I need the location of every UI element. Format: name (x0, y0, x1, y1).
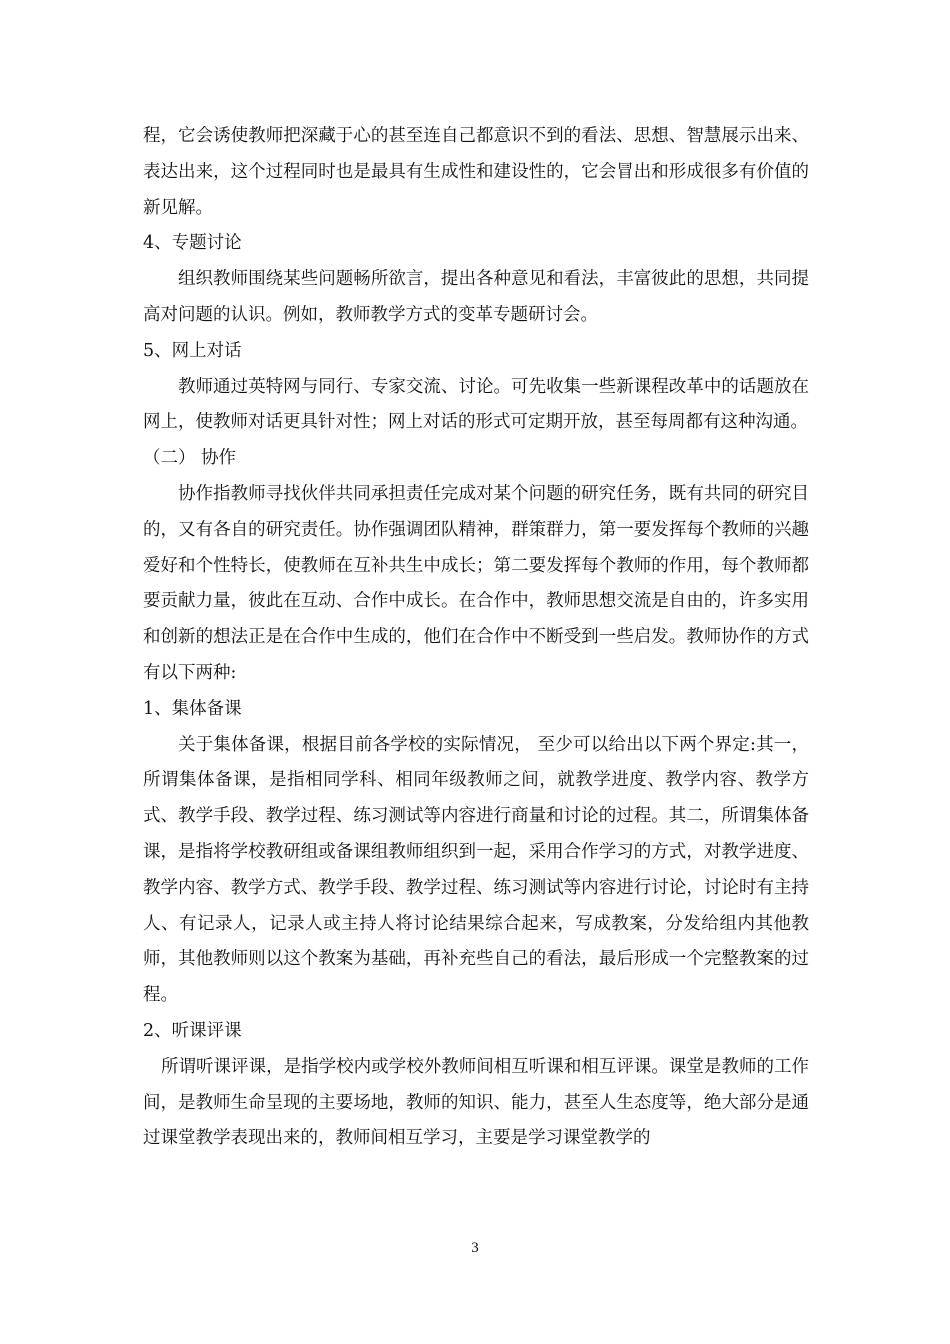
paragraph-lesson-observation: 所谓听课评课，是指学校内或学校外教师间相互听课和相互评课。课堂是教师的工作间，是教师生命呈现的主要场地，教师的知识、能力，甚至人生态度等，绝大部分是通过课堂教学表现出来的，教师间相互学习，主要是学习课堂教学的 (143, 1056, 809, 1149)
document-body (143, 119, 809, 1157)
heading-online-dialogue: 5、网上对话 (143, 340, 242, 361)
page-number: 3 (471, 1240, 479, 1256)
paragraph-collaboration: 协作指教师寻找伙伴共同承担责任完成对某个问题的研究任务，既有共同的研究目的，又有各自的研究责任。协作强调团队精神，群策群力，第一要发挥每个教师的兴趣爱好和个性特长，使教师在互补共生中成长；第二要发挥每个教师的作用，每个教师都要贡献力量，彼此在互动、合作中成长。在合作中，教师思想交流是自由的，许多实用和创新的想法正是在合作中生成的，他们在合作中不断受到一些启发。教师协作的方式有以下两种: (143, 483, 809, 683)
heading-collective-lesson-prep: 1、集体备课 (143, 698, 242, 719)
paragraph-topic-discussion: 组织教师围绕某些问题畅所欲言，提出各种意见和看法，丰富彼此的思想，共同提高对问题的认识。例如，教师教学方式的变革专题研讨会。 (143, 269, 809, 325)
paragraph-continuation: 程，它会诱使教师把深藏于心的甚至连自己都意识不到的看法、思想、智慧展示出来、表达出来，这个过程同时也是最具有生成性和建设性的，它会冒出和形成很多有价值的新见解。 (143, 126, 809, 218)
paragraph-online-dialogue: 教师通过英特网与同行、专家交流、讨论。可先收集一些新课程改革中的话题放在网上，使教师对话更具针对性；网上对话的形式可定期开放，甚至每周都有这种沟通。 (143, 376, 809, 433)
heading-lesson-observation: 2、听课评课 (143, 1020, 242, 1041)
paragraph-collective-lesson-prep: 关于集体备课，根据目前各学校的实际情况， 至少可以给出以下两个界定:其一，所谓集体备课，是指相同学科、相同年级教师之间，就教学进度、教学内容、教学方式、教学手段、教学过程、练习测试等内容进行商量和讨论的过程。其二，所谓集体备课，是指将学校教研组或备课组教师组织到一起，采用合作学习的方式，对教学进度、教学内容、教学方式、教学手段、教学过程、练习测试等内容进行讨论，讨论时有主持人、有记录人，记录人或主持人将讨论结果综合起来，写成教案，分发给组内其他教师，其他教师则以这个教案为基础，再补充些自己的看法，最后形成一个完整教案的过程。 (143, 734, 809, 1006)
heading-collaboration: （二） 协作 (143, 448, 237, 469)
heading-topic-discussion: 4、专题讨论 (143, 233, 242, 254)
